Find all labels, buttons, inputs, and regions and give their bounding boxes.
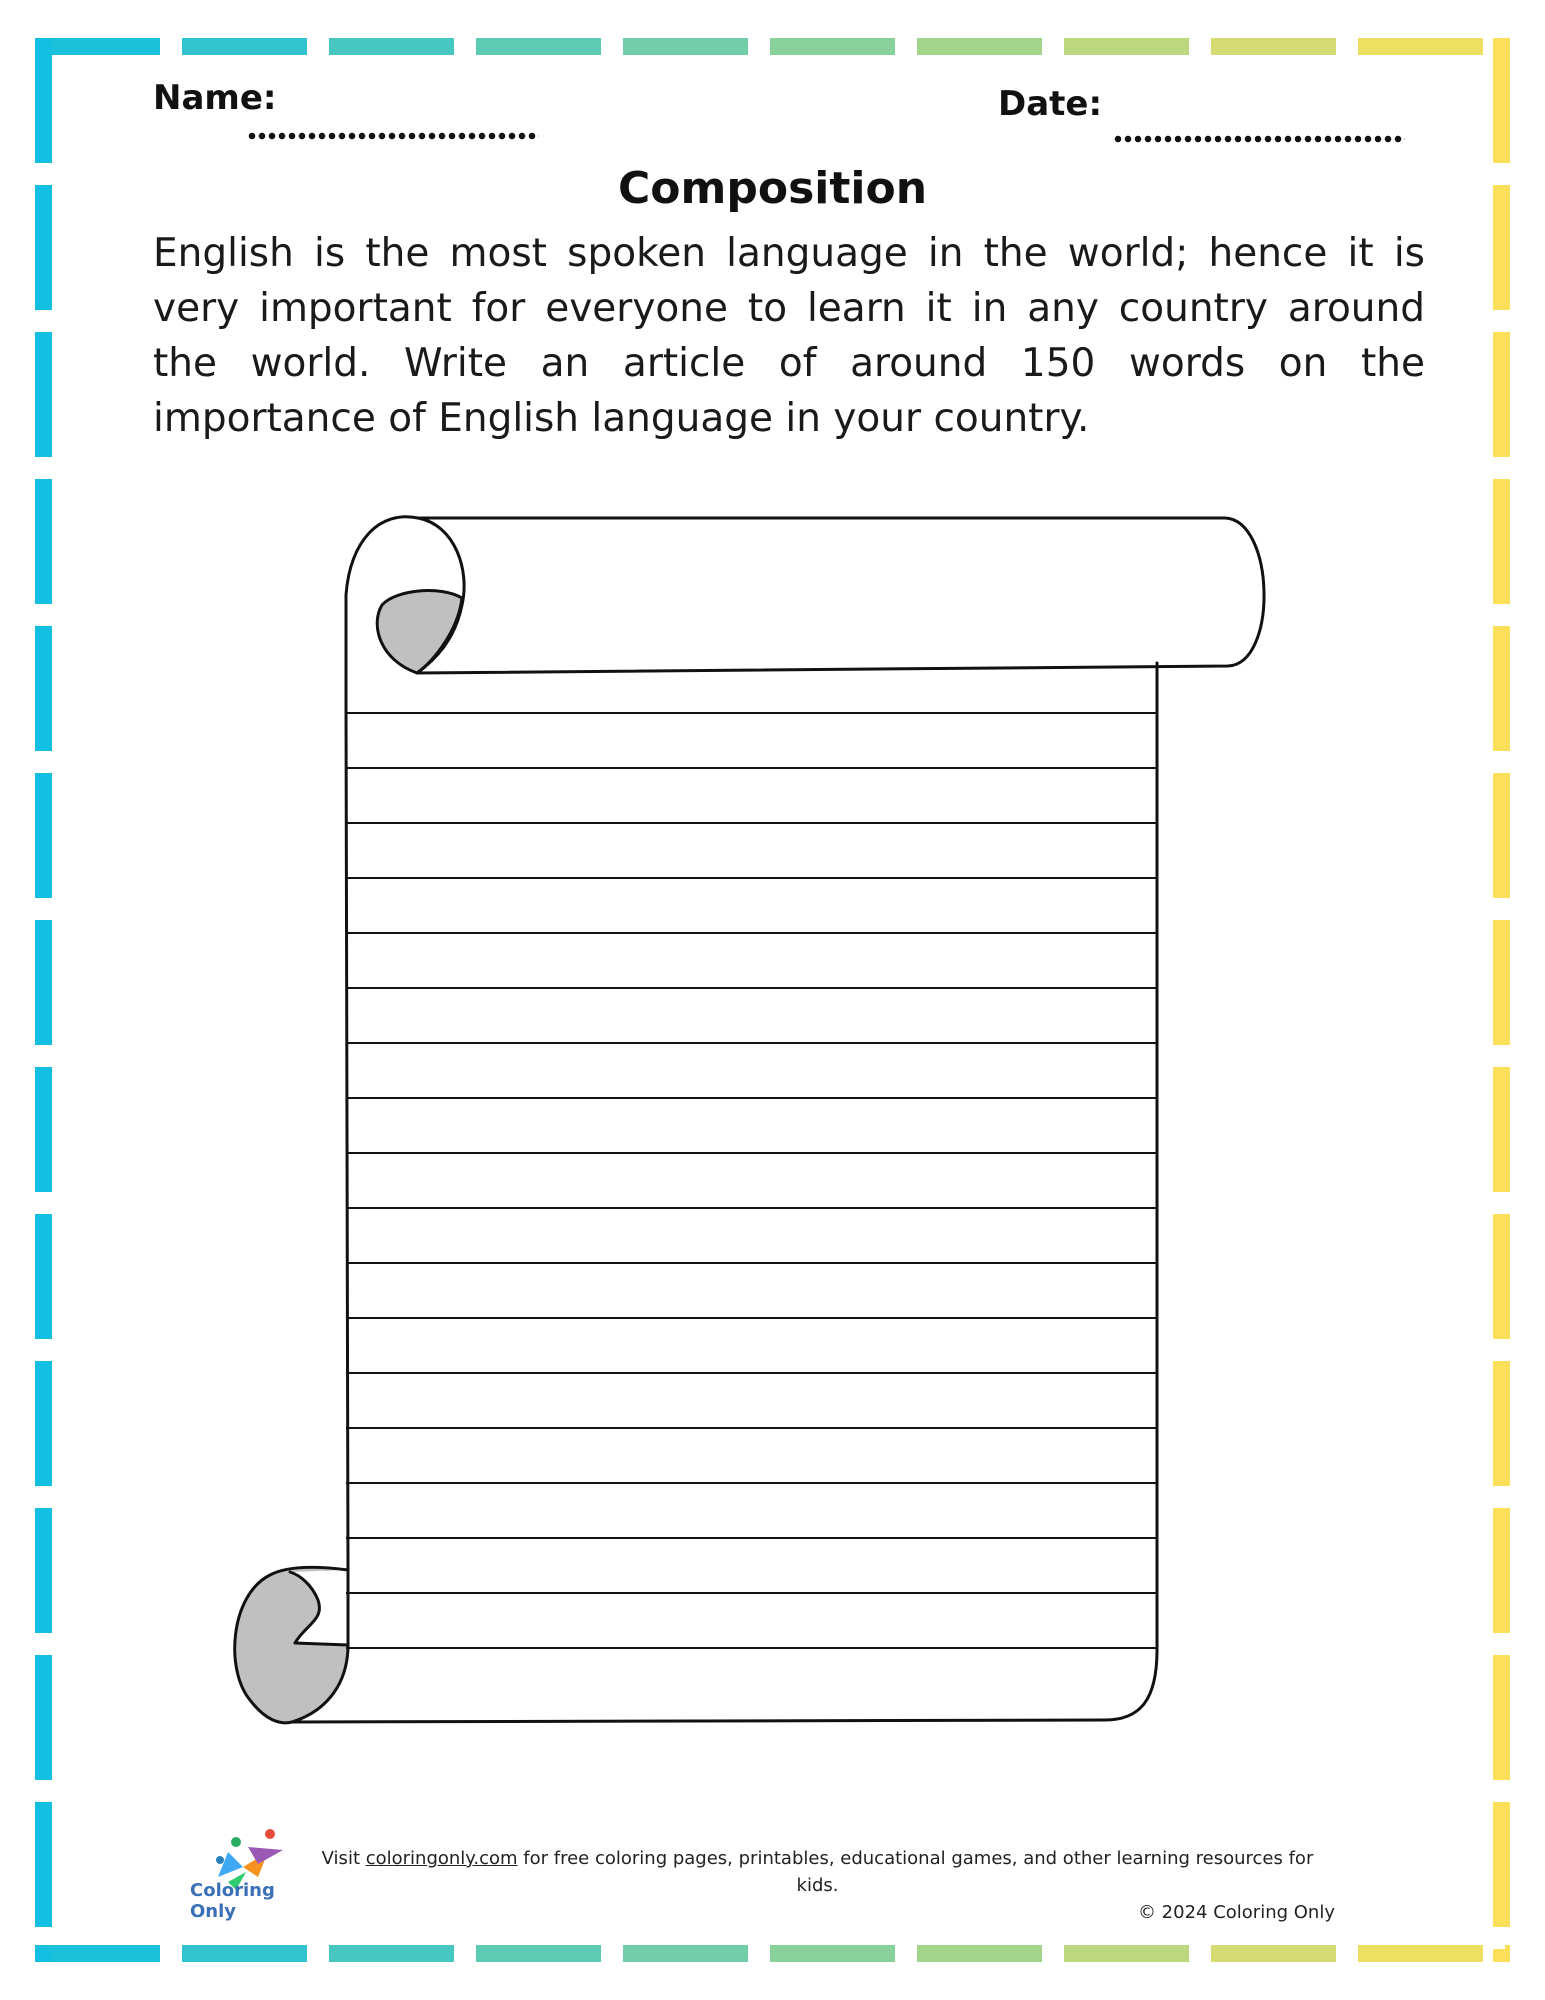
scroll-left-edge — [346, 700, 348, 1570]
footer-visit-line — [300, 1845, 1335, 1899]
date-label: Date: — [998, 84, 1103, 124]
worksheet-title: Composition — [617, 163, 928, 214]
logo-text: Coloring Only — [190, 1880, 275, 1922]
footer-visit-suffix: for free coloring pages, printables, educational games, and other learning resources for kids. — [517, 1848, 1314, 1896]
footer-copyright: © 2024 Coloring Only — [1137, 1902, 1335, 1923]
instructions-text: English is the most spoken language in the world; hence it is very important for everyone to learn it in any country around the world. Write an article of around 150 words on the importance of English language in your country. — [153, 231, 1425, 441]
footer-visit-prefix: Visit — [321, 1848, 366, 1869]
scroll-bottom-edge — [292, 1720, 1105, 1722]
scroll-right-edge — [1105, 663, 1157, 1720]
scroll-top-roll — [417, 518, 1264, 673]
scroll-bottom-curl-shade — [235, 1567, 348, 1723]
footer — [300, 1845, 1335, 1926]
name-label: Name: — [153, 78, 277, 118]
footer-link[interactable]: coloringonly.com — [365, 1848, 518, 1869]
